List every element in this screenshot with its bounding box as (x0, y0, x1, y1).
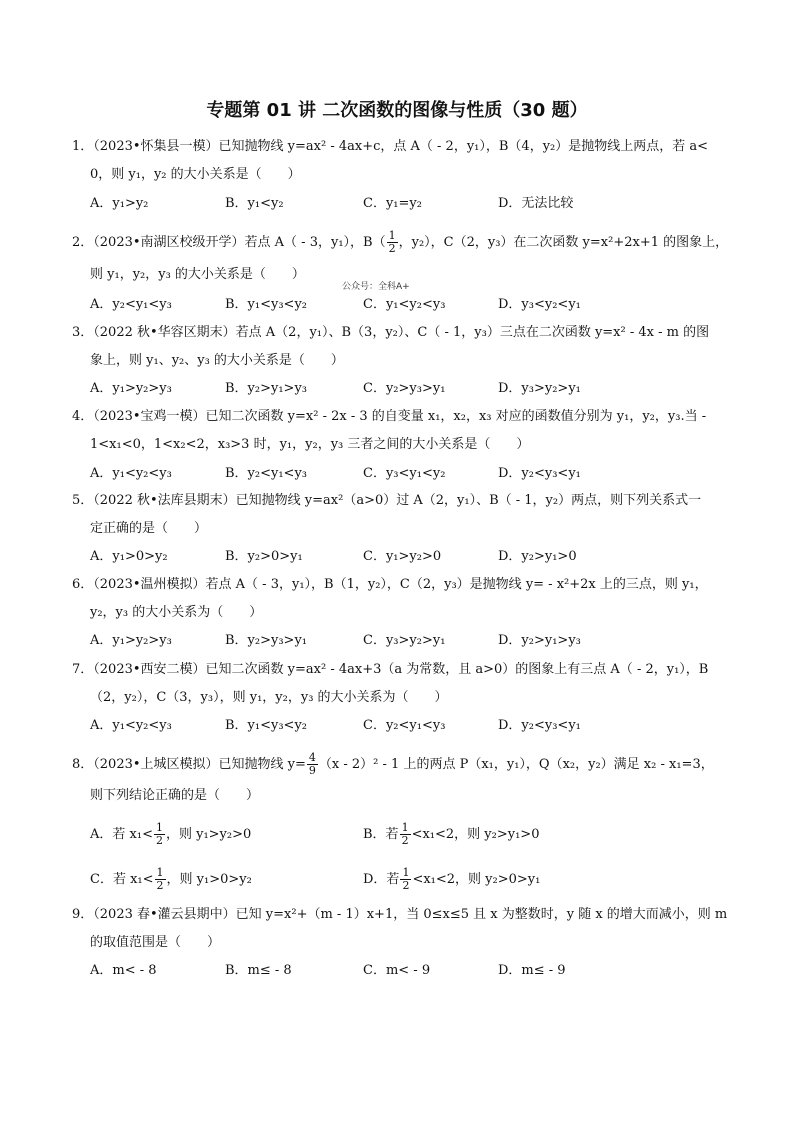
question-8-option-a: A．若 x₁< $\frac{1}{2}$ ，则 y₁>y₂>0 (90, 821, 252, 847)
question-9-option-a: A．m< - 8 (90, 963, 157, 978)
question-8-line-1 (72, 752, 714, 777)
question-7-line-1: 7．（2023•西安二模）已知二次函数 y=ax² - 4ax+3（a 为常数，且 a>0）的图象上有三点 A（ - 2，y₁），B (72, 662, 709, 677)
question-4-option-c: C．y₃<y₁<y₂ (363, 466, 446, 481)
question-5-option-c: C．y₁>y₂>0 (363, 549, 442, 564)
question-6-line-2: y₂，y₃ 的大小关系为（ ） (90, 605, 263, 620)
question-7-option-a: A．y₁<y₂<y₃ (90, 718, 172, 733)
question-3-option-a: A．y₁>y₂>y₃ (90, 381, 172, 396)
fraction-one-half: $\frac{1}{2}$ (388, 229, 396, 255)
fraction-four-ninths: $\frac{4}{9}$ (308, 751, 316, 777)
page-title: 专题第 01 讲 二次函数的图像与性质（30 题） (206, 100, 588, 121)
question-6-line-1: 6．（2023•温州模拟）若点 A（ - 3，y₁），B（1，y₂），C（2，y₃）是抛物线 y= - x²+2x 上的三点，则 y₁， (72, 577, 708, 592)
question-2-option-c: C．y₁<y₂<y₃ (363, 297, 446, 312)
fraction-one-half: $\frac{1}{2}$ (402, 866, 410, 892)
fraction-one-half: $\frac{1}{2}$ (401, 821, 409, 847)
question-5-option-a: A．y₁>0>y₂ (90, 549, 168, 564)
question-3-option-d: D．y₃>y₂>y₁ (498, 381, 581, 396)
question-4-option-b: B．y₂<y₁<y₃ (225, 466, 308, 481)
question-9-option-d: D．m≤ - 9 (498, 963, 566, 978)
question-8-text-b: （x - 2）² - 1 上的两点 P（x₁，y₁），Q（x₂，y₂）满足 x₂ - x₁=3， (318, 757, 714, 772)
watermark: 公众号：全科A+ (342, 282, 410, 292)
question-9-line-2: 的取值范围是（ ） (90, 935, 221, 950)
question-9-line-1: 9．（2023 春•灌云县期中）已知 y=x²+（m - 1）x+1，当 0≤x≤5 且 x 为整数时，y 随 x 的增大而减小，则 m (72, 907, 728, 922)
question-4-option-d: D．y₂<y₃<y₁ (498, 466, 581, 481)
question-5-option-d: D．y₂>y₁>0 (498, 549, 577, 564)
question-8-option-c: C．若 x₁< $\frac{1}{2}$ ，则 y₁>0>y₂ (90, 866, 252, 892)
question-5-line-2: 定正确的是（ ） (90, 521, 208, 536)
question-6-option-d: D．y₂>y₁>y₃ (498, 633, 581, 648)
question-5-option-b: B．y₂>0>y₁ (225, 549, 303, 564)
question-8-option-d: D．若 $\frac{1}{2}$ <x₁<2，则 y₂>0>y₁ (363, 866, 541, 892)
question-2-text-b: ，y₂），C（2，y₃）在二次函数 y=x²+2x+1 的图象上， (398, 235, 729, 250)
question-8-option-b: B．若 $\frac{1}{2}$ <x₁<2，则 y₂>y₁>0 (363, 821, 540, 847)
question-1-option-b: B．y₁<y₂ (225, 196, 284, 211)
question-1-line-2: 0，则 y₁，y₂ 的大小关系是（ ） (90, 167, 301, 182)
question-2-text-a: 2．（2023•南湖区校级开学）若点 A（ - 3，y₁），B（ (72, 235, 386, 250)
fraction-one-half: $\frac{1}{2}$ (155, 821, 163, 847)
fraction-one-half: $\frac{1}{2}$ (156, 866, 164, 892)
question-9-option-c: C．m< - 9 (363, 963, 431, 978)
question-9-option-b: B．m≤ - 8 (225, 963, 292, 978)
question-6-option-a: A．y₁>y₂>y₃ (90, 633, 172, 648)
question-4-line-2: 1<x₁<0，1<x₂<2，x₃>3 时，y₁，y₂，y₃ 三者之间的大小关系是（ ） (90, 437, 530, 452)
question-1-line-1: 1．（2023•怀集县一模）已知抛物线 y=ax² - 4ax+c，点 A（ - 2，y₁），B（4，y₂）是抛物线上两点，若 a< (72, 139, 709, 154)
question-3-line-2: 象上，则 y₁、y₂、y₃ 的大小关系是（ ） (90, 353, 344, 368)
question-2-option-a: A．y₂<y₁<y₃ (90, 297, 172, 312)
question-8-line-2: 则下列结论正确的是（ ） (90, 788, 260, 803)
question-4-line-1: 4．（2023•宝鸡一模）已知二次函数 y=x² - 2x - 3 的自变量 x₁，x₂，x₃ 对应的函数值分别为 y₁，y₂，y₃.当 - (72, 409, 707, 424)
question-8-text-a: 8．（2023•上城区模拟）已知抛物线 y= (72, 757, 306, 772)
question-7-option-c: C．y₂<y₁<y₃ (363, 718, 446, 733)
question-6-option-c: C．y₃>y₂>y₁ (363, 633, 446, 648)
question-2-line-1 (72, 230, 728, 255)
question-3-option-b: B．y₂>y₁>y₃ (225, 381, 308, 396)
question-3-option-c: C．y₂>y₃>y₁ (363, 381, 446, 396)
question-3-line-1: 3．（2022 秋•华容区期末）若点 A（2，y₁）、B（3，y₂）、C（ - 1，y₃）三点在二次函数 y=x² - 4x - m 的图 (72, 325, 710, 340)
question-7-option-b: B．y₁<y₃<y₂ (225, 718, 308, 733)
question-1-option-a: A．y₁>y₂ (90, 196, 149, 211)
question-1-option-d: D．无法比较 (498, 196, 574, 211)
question-7-line-2: （2，y₂），C（3，y₃），则 y₁，y₂，y₃ 的大小关系为（ ） (90, 690, 448, 705)
question-2-line-2: 则 y₁，y₂，y₃ 的大小关系是（ ） (90, 267, 305, 282)
question-1-option-c: C．y₁=y₂ (363, 196, 422, 211)
question-5-line-1: 5．（2022 秋•法库县期末）已知抛物线 y=ax²（a>0）过 A（2，y₁）、B（ - 1，y₂）两点，则下列关系式一 (72, 493, 702, 508)
question-2-option-d: D．y₃<y₂<y₁ (498, 297, 581, 312)
question-6-option-b: B．y₂>y₃>y₁ (225, 633, 308, 648)
question-7-option-d: D．y₂<y₃<y₁ (498, 718, 581, 733)
question-4-option-a: A．y₁<y₂<y₃ (90, 466, 172, 481)
question-2-option-b: B．y₁<y₃<y₂ (225, 297, 308, 312)
